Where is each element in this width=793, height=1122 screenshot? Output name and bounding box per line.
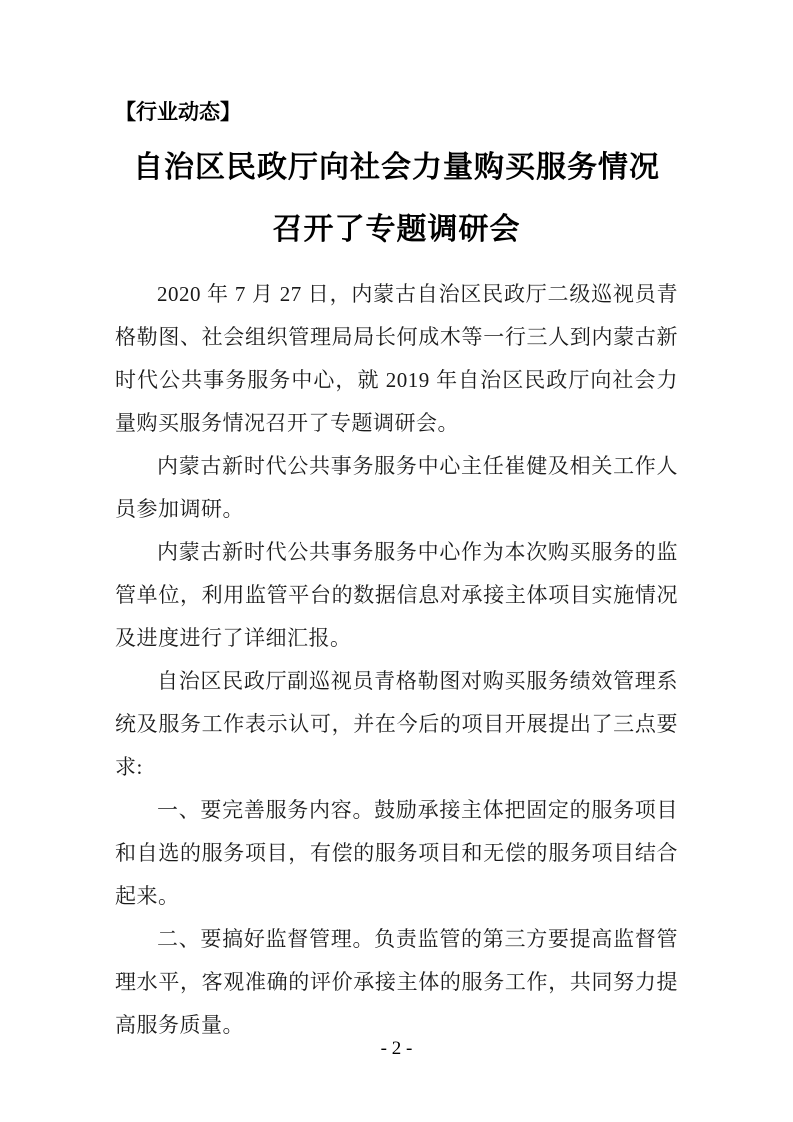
paragraph-1: 2020 年 7 月 27 日，内蒙古自治区民政厅二级巡视员青格勒图、社会组织管理局局长何成木等一行三人到内蒙古新时代公共事务服务中心，就 2019 年自治区民政厅向社会力量购买服务情况召开了专题调研会。: [115, 282, 678, 435]
paragraph-2: 内蒙古新时代公共事务服务中心主任崔健及相关工作人员参加调研。: [115, 454, 678, 521]
document-body: [115, 273, 678, 1047]
page-number: - 2 -: [380, 1038, 413, 1059]
document-title-line-2: 召开了专题调研会: [272, 213, 521, 246]
section-label: 【行业动态】: [115, 101, 241, 124]
paragraph-4: 自治区民政厅副巡视员青格勒图对购买服务绩效管理系统及服务工作表示认可，并在今后的项目开展提出了三点要求:: [115, 669, 678, 779]
paragraph-5: 一、要完善服务内容。鼓励承接主体把固定的服务项目和自选的服务项目，有偿的服务项目和无偿的服务项目结合起来。: [115, 798, 678, 908]
document-content: [115, 0, 678, 1047]
paragraph-3: 内蒙古新时代公共事务服务中心作为本次购买服务的监管单位，利用监管平台的数据信息对承接主体项目实施情况及进度进行了详细汇报。: [115, 540, 678, 650]
document-title-line-1: 自治区民政厅向社会力量购买服务情况: [133, 151, 660, 184]
paragraph-6: 二、要搞好监督管理。负责监管的第三方要提高监督管理水平，客观准确的评价承接主体的服务工作，共同努力提高服务质量。: [115, 927, 678, 1037]
